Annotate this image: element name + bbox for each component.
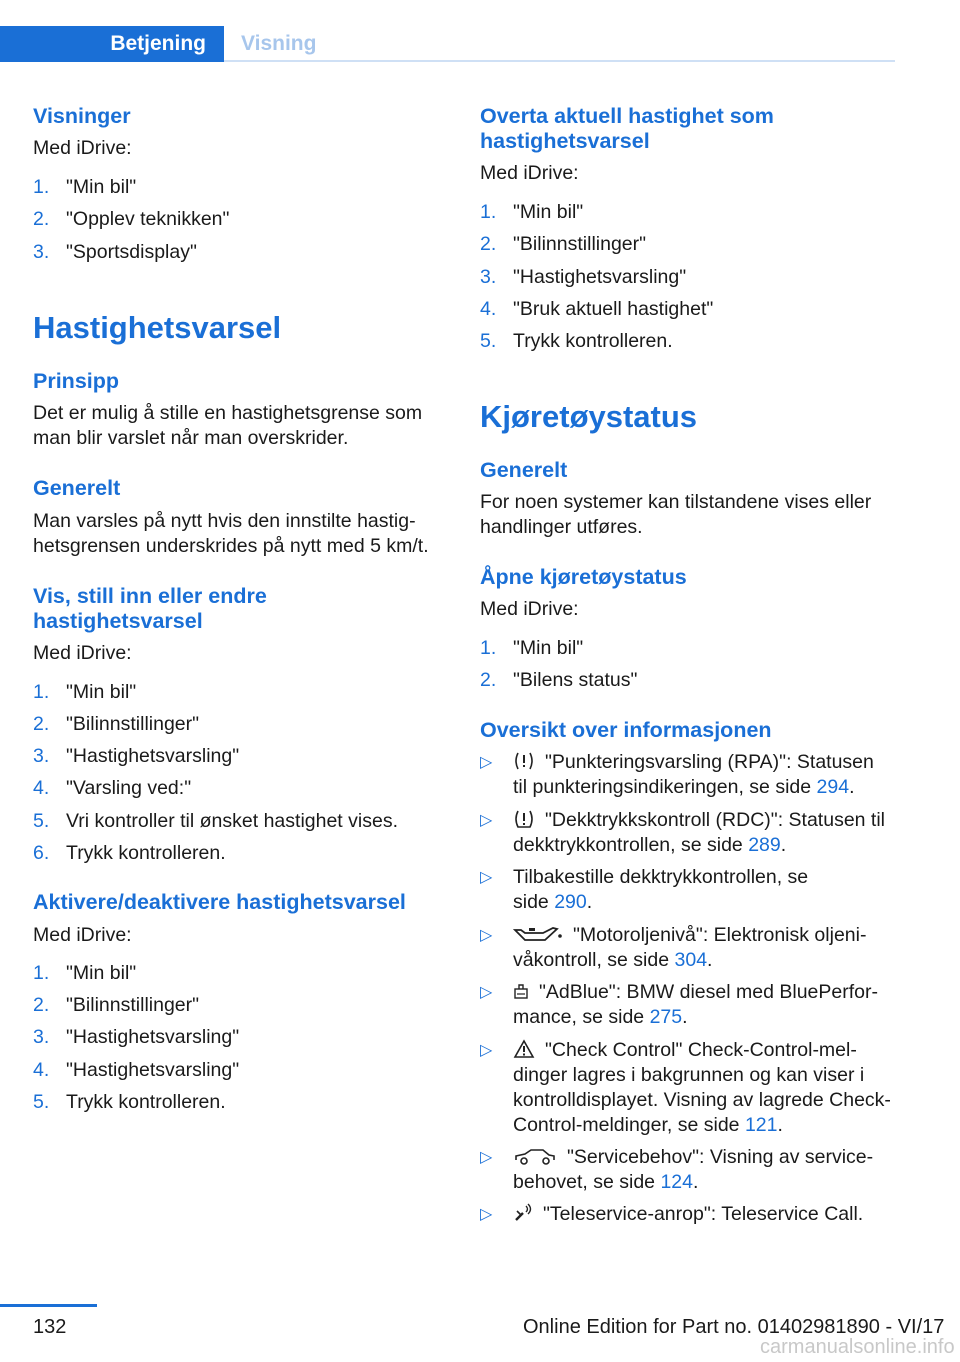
generelt-text-left: Man varsles på nytt hvis den innstilte hastig‐hetsgrensen underskrides på nytt med 5 km/t. bbox=[33, 510, 429, 557]
page-link-275[interactable]: 275 bbox=[649, 1006, 683, 1028]
page-number-rule bbox=[0, 1304, 97, 1307]
tab-visning[interactable]: Visning bbox=[241, 32, 317, 55]
aktivere-intro: Med iDrive: bbox=[33, 924, 132, 946]
adblue-icon bbox=[513, 981, 529, 1001]
kjoretoystatus-heading: Kjøretøystatus bbox=[480, 399, 698, 434]
page-link-289[interactable]: 289 bbox=[748, 834, 781, 856]
warning-triangle-icon bbox=[513, 1039, 535, 1059]
teleservice-icon bbox=[513, 1203, 533, 1223]
triangle-bullet-icon: ▷ bbox=[480, 1149, 493, 1166]
vis-intro: Med iDrive: bbox=[33, 642, 132, 664]
prinsipp-heading: Prinsipp bbox=[33, 369, 120, 393]
visninger-intro: Med iDrive: bbox=[33, 137, 132, 159]
visninger-heading: Visninger bbox=[33, 104, 131, 128]
generelt-heading-right: Generelt bbox=[480, 458, 568, 482]
page-number: 132 bbox=[33, 1316, 67, 1338]
aktivere-heading: Aktivere/deaktivere hastighetsvarsel bbox=[33, 890, 406, 914]
triangle-bullet-icon: ▷ bbox=[480, 869, 493, 886]
triangle-bullet-icon: ▷ bbox=[480, 1042, 493, 1059]
watermark: carmanualsonline.info bbox=[760, 1336, 955, 1358]
service-car-icon bbox=[513, 1146, 557, 1166]
page-link-304[interactable]: 304 bbox=[674, 949, 708, 971]
triangle-bullet-icon: ▷ bbox=[480, 1206, 493, 1223]
warning-circle-icon bbox=[513, 751, 535, 771]
page-link-294[interactable]: 294 bbox=[816, 776, 850, 798]
apne-heading: Åpne kjøretøystatus bbox=[480, 565, 687, 589]
overta-heading: Overta aktuell hastighet som hastighetsvarsel bbox=[480, 104, 774, 153]
triangle-bullet-icon: ▷ bbox=[480, 812, 493, 829]
oil-can-icon bbox=[513, 924, 563, 944]
hastighetsvarsel-heading: Hastighetsvarsel bbox=[33, 310, 282, 345]
vis-heading: Vis, still inn eller endre hastighetsvarsel bbox=[33, 584, 267, 633]
oversikt-heading: Oversikt over informasjonen bbox=[480, 718, 772, 742]
edition-footer: Online Edition for Part no. 01402981890 - VI/17 bbox=[523, 1316, 945, 1338]
header-divider bbox=[224, 60, 895, 62]
page-link-124[interactable]: 124 bbox=[660, 1171, 693, 1193]
generelt-heading-left: Generelt bbox=[33, 476, 121, 500]
triangle-bullet-icon: ▷ bbox=[480, 984, 493, 1001]
page-link-290[interactable]: 290 bbox=[554, 891, 587, 913]
prinsipp-text: Det er mulig å stille en hastighetsgrense som man blir varslet når man overskrider. bbox=[33, 402, 423, 449]
apne-intro: Med iDrive: bbox=[480, 598, 579, 620]
page-link-121[interactable]: 121 bbox=[744, 1114, 778, 1136]
triangle-bullet-icon: ▷ bbox=[480, 927, 493, 944]
triangle-bullet-icon: ▷ bbox=[480, 754, 493, 771]
generelt-text-right: For noen systemer kan tilstandene vises eller handlinger utføres. bbox=[480, 491, 872, 538]
tire-pressure-icon bbox=[513, 809, 535, 829]
tab-betjening[interactable]: Betjening bbox=[0, 26, 224, 62]
header-bar bbox=[0, 0, 895, 62]
overta-intro: Med iDrive: bbox=[480, 162, 579, 184]
